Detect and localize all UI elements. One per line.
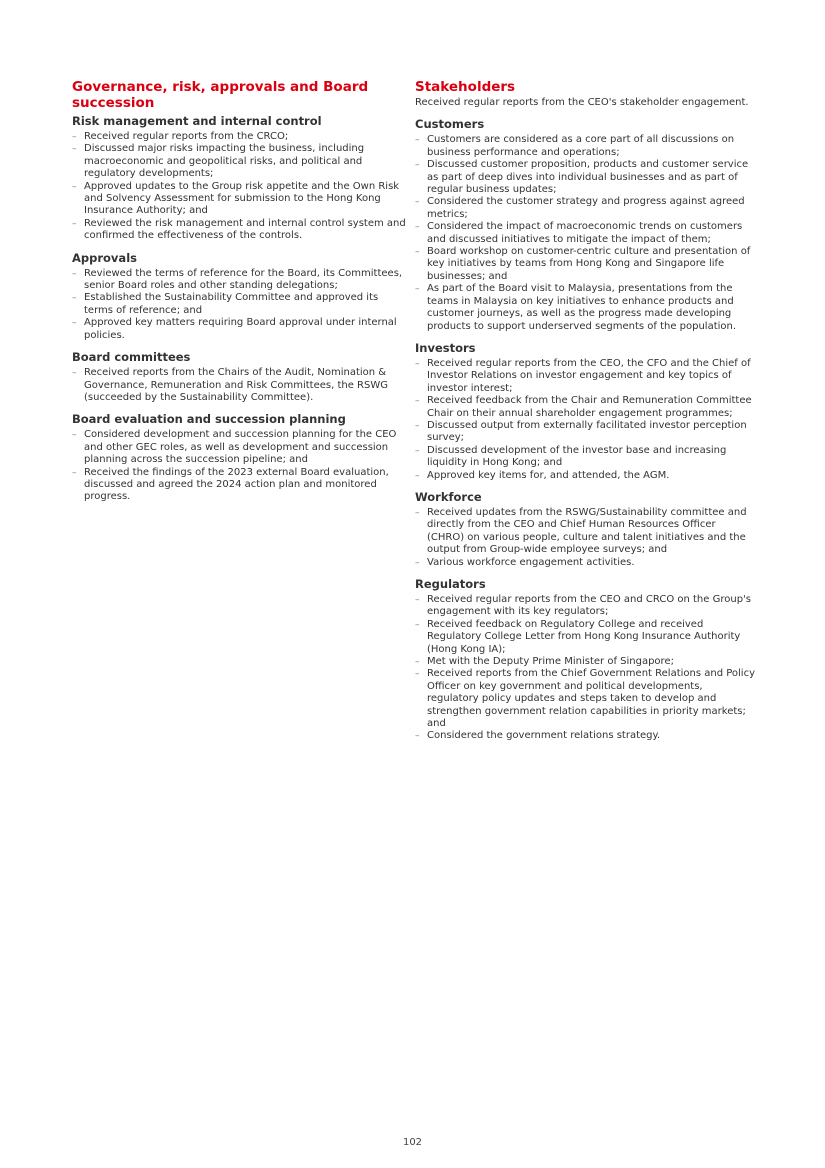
page-number: 102: [402, 1137, 423, 1148]
list-item: – Received feedback from the Chair and Remuneration Committee Chair on their annual shareholder engagement programmes;: [415, 395, 755, 420]
governance-title: Governance, risk, approvals and Board succession: [72, 79, 369, 111]
workforce-heading: Workforce: [415, 489, 482, 504]
list-item: – Considered the impact of macroeconomic trends on customers and discussed initiatives to mitigate the impact of them;: [415, 221, 755, 246]
board-committees-heading: Board committees: [72, 350, 191, 365]
list-item: – Received regular reports from the CEO, the CFO and the Chief of Investor Relations on investor engagement and key topics of investor interest;: [415, 358, 755, 395]
list-item: – Met with the Deputy Prime Minister of Singapore;: [415, 656, 755, 668]
list-item: – Approved key items for, and attended, the AGM.: [415, 470, 755, 482]
list-item: – Board workshop on customer-centric culture and presentation of key initiatives by teams from Hong Kong and Singapore life businesses; and: [415, 246, 755, 283]
regulators-list: [415, 594, 755, 743]
list-item: – Various workforce engagement activities.: [415, 557, 755, 569]
list-item: – Received regular reports from the CEO and CRCO on the Group's engagement with its key regulators;: [415, 594, 755, 619]
list-item: – Discussed major risks impacting the business, including macroeconomic and geopolitical risks, and political and regulatory developments;: [72, 143, 410, 180]
list-item: – Considered the customer strategy and progress against agreed metrics;: [415, 196, 755, 221]
list-item: – Approved updates to the Group risk appetite and the Own Risk and Solvency Assessment for submission to the Hong Kong Insurance Authority; and: [72, 181, 410, 218]
list-item: – Reviewed the risk management and internal control system and confirmed the effectiveness of the controls.: [72, 218, 410, 243]
list-item: – Established the Sustainability Committee and approved its terms of reference; and: [72, 292, 410, 317]
investors-heading: Investors: [415, 340, 476, 355]
list-item: – Reviewed the terms of reference for the Board, its Committees, senior Board roles and other standing delegations;: [72, 268, 410, 293]
board-evaluation-heading: Board evaluation and succession planning: [72, 412, 346, 427]
list-item: – Discussed development of the investor base and increasing liquidity in Hong Kong; and: [415, 445, 755, 470]
board-evaluation-list: [72, 429, 410, 503]
list-item: – Received reports from the Chairs of the Audit, Nomination & Governance, Remuneration and Risk Committees, the RSWG (succeeded by the Sustainability Committee).: [72, 367, 410, 404]
right-column: [415, 79, 755, 743]
list-item: – Received regular reports from the CRCO;: [72, 131, 410, 143]
risk-management-list: [72, 131, 410, 243]
risk-management-heading: Risk management and internal control: [72, 114, 322, 128]
left-column: [72, 79, 410, 504]
customers-list: [415, 134, 755, 333]
list-item: – Received the findings of the 2023 external Board evaluation, discussed and agreed the 2024 action plan and monitored progress.: [72, 467, 410, 504]
list-item: – Received reports from the Chief Government Relations and Policy Officer on key government and political developments, regulatory policy updates and steps taken to develop and strengthen government relation capabilities in priority markets; and: [415, 668, 755, 730]
list-item: – Considered the government relations strategy.: [415, 730, 755, 742]
list-item: – Received feedback on Regulatory College and received Regulatory College Letter from Hong Kong Insurance Authority (Hong Kong IA);: [415, 619, 755, 656]
list-item: – Considered development and succession planning for the CEO and other GEC roles, as well as development and succession planning across the succession pipeline; and: [72, 429, 410, 466]
investors-list: [415, 358, 755, 482]
workforce-list: [415, 507, 755, 569]
list-item: – Discussed customer proposition, products and customer service as part of deep dives into individual businesses and as part of regular business updates;: [415, 159, 755, 196]
approvals-list: [72, 268, 410, 342]
list-item: – As part of the Board visit to Malaysia, presentations from the teams in Malaysia on key initiatives to enhance products and customer journeys, as well as the progress made developing products to support underserved segments of the population.: [415, 283, 755, 333]
stakeholders-intro: Received regular reports from the CEO's stakeholder engagement.: [415, 97, 749, 108]
list-item: – Customers are considered as a core part of all discussions on business performance and operations;: [415, 134, 755, 159]
list-item: – Received updates from the RSWG/Sustainability committee and directly from the CEO and Chief Human Resources Officer (CHRO) on various people, culture and talent initiatives and the output from Group-wide employee surveys; and: [415, 507, 755, 557]
regulators-heading: Regulators: [415, 577, 486, 591]
approvals-heading: Approvals: [72, 250, 137, 265]
customers-heading: Customers: [415, 117, 485, 132]
list-item: – Discussed output from externally facilitated investor perception survey;: [415, 420, 755, 445]
stakeholders-title: Stakeholders: [415, 79, 516, 95]
list-item: – Approved key matters requiring Board approval under internal policies.: [72, 317, 410, 342]
board-committees-list: [72, 367, 410, 404]
